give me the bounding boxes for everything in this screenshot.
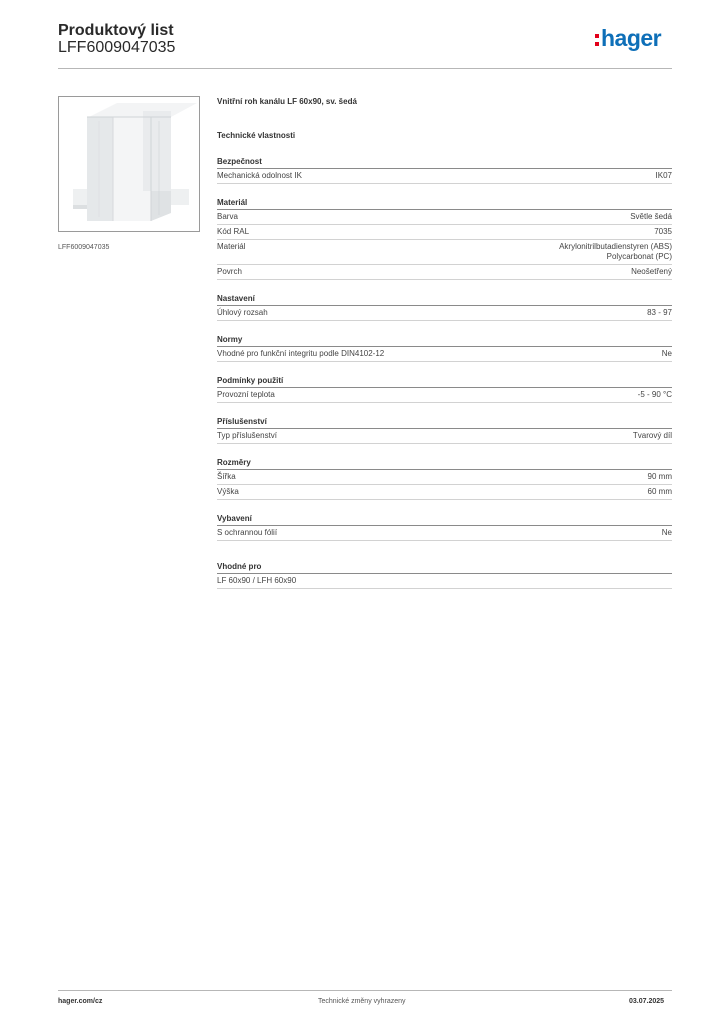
property-row: [217, 265, 672, 280]
property-value: [662, 349, 672, 359]
section-title: Příslušenství: [217, 417, 672, 429]
property-row: [217, 240, 672, 265]
property-section: [217, 335, 672, 362]
suitable-for-section: [217, 562, 672, 589]
property-row: [217, 225, 672, 240]
property-row: [217, 485, 672, 500]
property-value: [654, 227, 672, 237]
property-row: [217, 347, 672, 362]
property-value: [633, 431, 672, 441]
product-code: LFF6009047035: [58, 39, 176, 56]
suitable-title: Vhodné pro: [217, 562, 672, 574]
section-title: Nastavení: [217, 294, 672, 306]
property-value-line: Akrylonitrilbutadienstyren (ABS): [559, 242, 672, 251]
property-value-line: 90 mm: [647, 472, 672, 481]
hager-logo: [592, 25, 674, 56]
section-title: Normy: [217, 335, 672, 347]
property-value-line: -5 - 90 °C: [637, 390, 672, 399]
property-label: Výška: [217, 487, 239, 496]
logo-dot-icon: [595, 42, 599, 46]
property-value: [647, 308, 672, 318]
property-value-line: 7035: [654, 227, 672, 236]
property-label: S ochrannou fólií: [217, 528, 278, 537]
property-row: [217, 169, 672, 184]
footer-note: Technické změny vyhrazeny: [318, 998, 406, 1005]
property-row: [217, 429, 672, 444]
section-title: Podmínky použití: [217, 376, 672, 388]
property-value-line: Polycarbonat (PC): [606, 252, 672, 261]
properties-panel: [217, 97, 672, 541]
property-row: [217, 526, 672, 541]
logo-text: hager: [601, 25, 662, 51]
property-section: [217, 198, 672, 280]
property-value-line: Ne: [661, 528, 672, 537]
property-value: [648, 487, 672, 497]
property-row: [217, 210, 672, 225]
property-label: Provozní teplota: [217, 390, 275, 399]
section-title: Rozměry: [217, 458, 672, 470]
property-section: [217, 376, 672, 403]
property-section: [217, 458, 672, 500]
property-label: Šířka: [217, 472, 236, 481]
property-label: Typ příslušenství: [217, 431, 278, 440]
property-row: [217, 306, 672, 321]
property-value-line: Ne: [661, 349, 672, 358]
suitable-row: [217, 574, 672, 589]
logo-dot-icon: [595, 34, 599, 38]
property-value-line: Neošetřený: [631, 267, 672, 276]
property-value: [638, 390, 672, 400]
section-title: Bezpečnost: [217, 157, 672, 169]
property-section: [217, 157, 672, 184]
section-title: Vybavení: [217, 514, 672, 526]
header-divider: [58, 68, 672, 69]
property-label: Barva: [217, 212, 238, 221]
property-section: [217, 294, 672, 321]
image-caption: LFF6009047035: [58, 244, 110, 251]
property-value: [559, 242, 672, 262]
suitable-text: LF 60x90 / LFH 60x90: [217, 576, 297, 585]
property-value: [630, 212, 672, 222]
property-value-line: 60 mm: [647, 487, 672, 496]
footer-date: 03.07.2025: [629, 998, 665, 1005]
property-value: [656, 171, 672, 181]
product-name: Vnitřní roh kanálu LF 60x90, sv. šedá: [217, 97, 357, 106]
property-row: [217, 470, 672, 485]
page-title: Produktový list: [58, 22, 174, 39]
tech-heading: Technické vlastnosti: [217, 131, 296, 140]
footer-website[interactable]: hager.com/cz: [58, 998, 103, 1005]
property-value: [662, 528, 672, 538]
property-label: Úhlový rozsah: [217, 308, 268, 317]
property-value-line: 83 - 97: [647, 308, 672, 317]
property-value: [631, 267, 672, 277]
properties-sections: [217, 157, 672, 541]
property-row: [217, 388, 672, 403]
property-section: [217, 417, 672, 444]
property-label: Kód RAL: [217, 227, 250, 236]
property-label: Povrch: [217, 267, 242, 276]
section-title: Materiál: [217, 198, 672, 210]
property-value-line: IK07: [655, 171, 672, 180]
property-label: Mechanická odolnost IK: [217, 171, 302, 180]
footer-divider: [58, 990, 672, 991]
property-value: [648, 472, 672, 482]
property-label: Materiál: [217, 242, 246, 251]
property-section: [217, 514, 672, 541]
property-value-line: Tvarový díl: [632, 431, 672, 440]
corner-duct-illustration: [59, 97, 199, 231]
property-value-line: Světle šedá: [630, 212, 672, 221]
product-image: [58, 96, 200, 232]
property-label: Vhodné pro funkční integritu podle DIN4102-12: [217, 349, 385, 358]
